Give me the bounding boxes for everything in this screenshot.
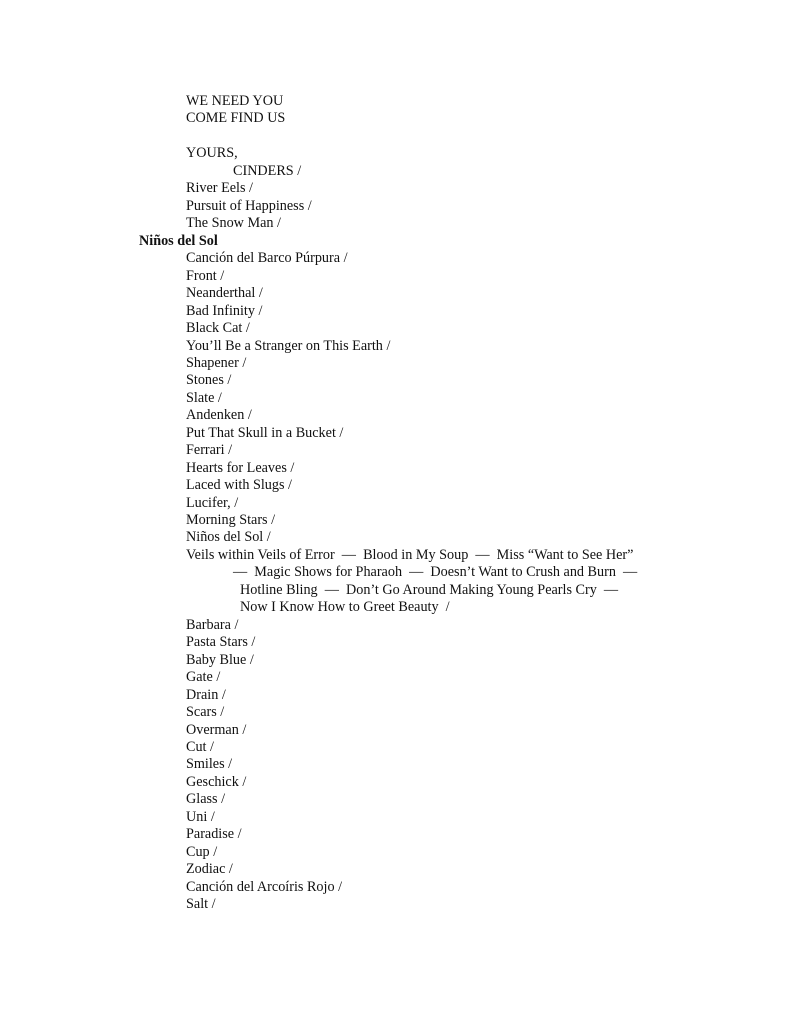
list-item: Salt / — [186, 896, 216, 912]
list-item: Paradise / — [186, 826, 242, 842]
list-item: Black Cat / — [186, 320, 250, 336]
list-item: Gate / — [186, 669, 221, 685]
list-item: Slate / — [186, 390, 222, 406]
list-item: Neanderthal / — [186, 285, 263, 301]
list-item: River Eels / — [186, 180, 253, 196]
list-item: Drain / — [186, 687, 226, 703]
letter-closing: YOURS, — [186, 145, 238, 161]
veils-line-2: — Magic Shows for Pharaoh — Doesn’t Want to Crush and Burn — — [233, 564, 638, 580]
letter-signature: CINDERS / — [233, 163, 302, 179]
list-item: Smiles / — [186, 756, 233, 772]
list-item: Put That Skull in a Bucket / — [186, 425, 344, 441]
list-item: Pasta Stars / — [186, 634, 256, 650]
list-item: Canción del Arcoíris Rojo / — [186, 879, 343, 895]
list-item: Bad Infinity / — [186, 303, 263, 319]
list-item: Cut / — [186, 739, 214, 755]
list-item: Ferrari / — [186, 442, 233, 458]
letter-line-1: WE NEED YOU — [186, 93, 284, 109]
list-item: Zodiac / — [186, 861, 233, 877]
list-item: Barbara / — [186, 617, 239, 633]
list-item: Niños del Sol / — [186, 529, 271, 545]
list-item: Front / — [186, 268, 225, 284]
list-item: Pursuit of Happiness / — [186, 198, 312, 214]
veils-line-1: Veils within Veils of Error — Blood in My Soup — Miss “Want to See Her” — [186, 547, 634, 563]
list-item: The Snow Man / — [186, 215, 281, 231]
list-item: Uni / — [186, 809, 215, 825]
veils-line-3: Hotline Bling — Don’t Go Around Making Young Pearls Cry — — [240, 582, 619, 598]
list-item: Canción del Barco Púrpura / — [186, 250, 348, 266]
list-item: Hearts for Leaves / — [186, 460, 295, 476]
list-item: Glass / — [186, 791, 226, 807]
list-item: Stones / — [186, 372, 232, 388]
list-item: Scars / — [186, 704, 225, 720]
section-heading: Niños del Sol — [139, 233, 218, 249]
list-item: Baby Blue / — [186, 652, 254, 668]
list-item: Laced with Slugs / — [186, 477, 292, 493]
list-item: Andenken / — [186, 407, 252, 423]
list-item: You’ll Be a Stranger on This Earth / — [186, 338, 391, 354]
list-item: Lucifer, / — [186, 495, 239, 511]
list-item: Shapener / — [186, 355, 247, 371]
list-item: Overman / — [186, 722, 247, 738]
list-item: Cup / — [186, 844, 218, 860]
list-item: Geschick / — [186, 774, 247, 790]
veils-line-4: Now I Know How to Greet Beauty / — [240, 599, 450, 615]
letter-line-2: COME FIND US — [186, 110, 286, 126]
list-item: Morning Stars / — [186, 512, 276, 528]
